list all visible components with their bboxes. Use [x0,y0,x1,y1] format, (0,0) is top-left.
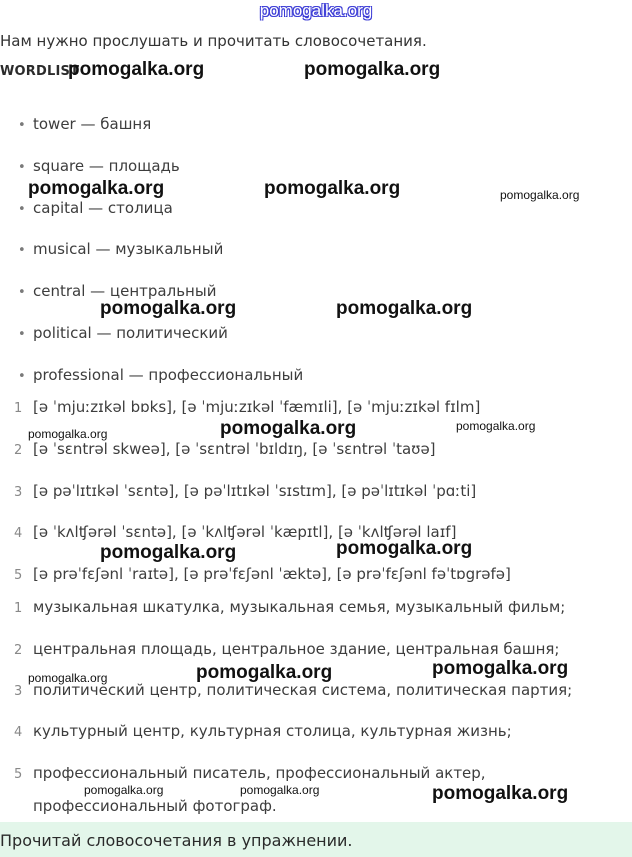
wordlist-item: • political — политический [18,324,228,342]
bullet-dot-icon: • [18,285,26,300]
translation-item: 3 политический центр, политическая система, политическая партия; [14,681,573,699]
watermark: pomogalka.org [84,783,164,797]
watermark: pomogalka.org [336,298,473,319]
transcription-item: 2 [ə ˈsɛntrəl skweə], [ə ˈsɛntrəl ˈbɪldɪŋ, [ə ˈsɛntrəl ˈtaʊə] [14,440,436,458]
transcription-item: 1 [ə ˈmjuːzɪkəl bɒks], [ə ˈmjuːzɪkəl ˈfæmɪli], [ə ˈmjuːzɪkəl fɪlm] [14,398,481,416]
translation-item: 1 музыкальная шкатулка, музыкальная семья, музыкальный фильм; [14,598,566,616]
transcription-item: 3 [ə pəˈlɪtɪkəl ˈsɛntə], [ə pəˈlɪtɪkəl ˈsɪstɪm], [ə pəˈlɪtɪkəl ˈpɑːti] [14,482,477,500]
wordlist-item: • square — площадь [18,157,180,175]
bullet-dot-icon: • [18,369,26,384]
header-watermark: pomogalka.org [259,1,373,20]
bullet-dot-icon: • [18,160,26,175]
transcription-item: 5 [ə prəˈfɛʃənl ˈraɪtə], [ə prəˈfɛʃənl ˈæktə], [ə prəˈfɛʃənl fəˈtɒgrəfə] [14,565,511,583]
watermark: pomogalka.org [240,783,320,797]
watermark: pomogalka.org [68,59,205,80]
footer-text: Прочитай словосочетания в упражнении. [0,831,353,850]
watermark: pomogalka.org [432,658,569,679]
wordlist-item: • professional — профессиональный [18,366,304,384]
translation-item: 4 культурный центр, культурная столица, культурная жизнь; [14,722,512,740]
intro-text: Нам нужно прослушать и прочитать словосочетания. [0,32,427,50]
watermark: pomogalka.org [456,419,536,433]
watermark: pomogalka.org [28,671,108,685]
watermark: pomogalka.org [28,178,165,199]
footer-banner [0,822,632,857]
watermark: pomogalka.org [100,298,237,319]
bullet-dot-icon: • [18,118,26,133]
transcription-item: 4 [ə ˈkʌlʧərəl ˈsɛntə], [ə ˈkʌlʧərəl ˈkæpɪtl], [ə ˈkʌlʧərəl laɪf] [14,523,457,541]
translation-item: 2 центральная площадь, центральное здание, центральная башня; [14,640,560,658]
watermark: pomogalka.org [336,538,473,559]
bullet-dot-icon: • [18,202,26,217]
watermark: pomogalka.org [28,427,108,441]
translation-item-continuation: профессиональный фотограф. [33,797,277,815]
watermark: pomogalka.org [304,59,441,80]
wordlist-item: • capital — столица [18,199,173,217]
wordlist-item: • tower — башня [18,115,152,133]
watermark: pomogalka.org [432,783,569,804]
watermark: pomogalka.org [196,662,333,683]
watermark: pomogalka.org [100,542,237,563]
wordlist-item: • musical — музыкальный [18,240,224,258]
watermark: pomogalka.org [500,188,580,202]
wordlist-item: • central — центральный [18,282,217,300]
watermark: pomogalka.org [220,418,357,439]
bullet-dot-icon: • [18,327,26,342]
translation-item: 5 профессиональный писатель, профессиональный актер, [14,764,486,782]
bullet-dot-icon: • [18,243,26,258]
watermark: pomogalka.org [264,178,401,199]
wordlist-label: WORDLIST [0,64,80,79]
